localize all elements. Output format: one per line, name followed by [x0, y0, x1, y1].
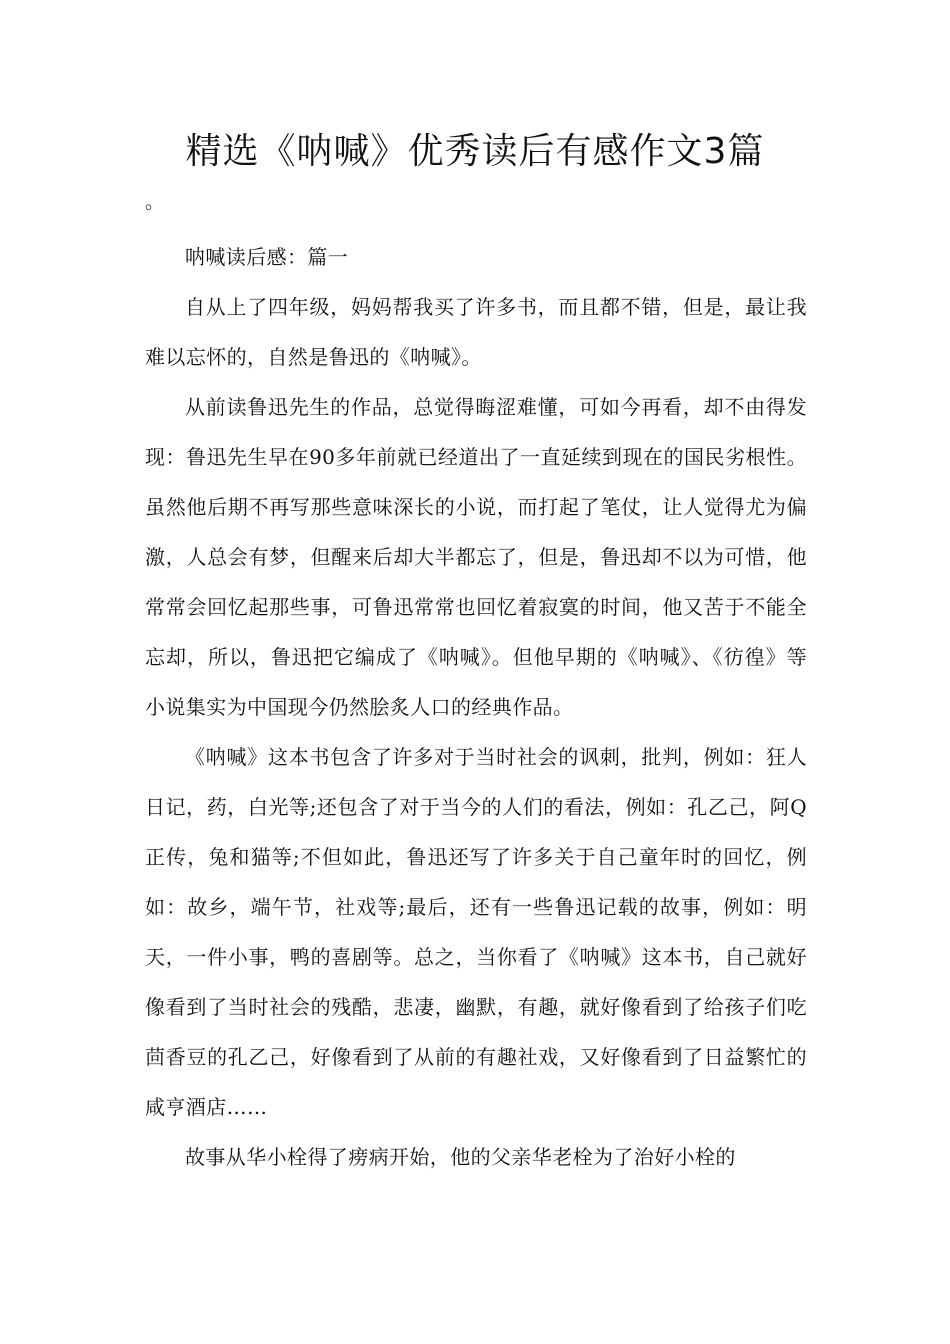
body-paragraph: 从前读鲁迅先生的作品，总觉得晦涩难懂，可如今再看，却不由得发现：鲁迅先生早在90多年前就已经道出了一直延续到现在的国民劣根性。虽然他后期不再写那些意味深长的小说，而打起了笔仗，让人觉得尤为偏激，人总会有梦，但醒来后却大半都忘了，但是，鲁迅却不以为可惜，他常常会回忆起那些事，可鲁迅常常也回忆着寂寞的时间，他又苦于不能全忘却，所以，鲁迅把它编成了《呐喊》。但他早期的《呐喊》、《彷徨》等小说集实为中国现今仍然脍炙人口的经典作品。	[145, 395, 807, 719]
body-paragraph: 自从上了四年级，妈妈帮我买了许多书，而且都不错，但是，最让我难以忘怀的，自然是鲁迅的《呐喊》。	[145, 295, 807, 369]
body-paragraph: 《呐喊》这本书包含了许多对于当时社会的讽刺，批判，例如：狂人日记，药，白光等;还包含了对于当今的人们的看法，例如：孔乙己，阿Q正传，兔和猫等;不但如此，鲁迅还写了许多关于自己童年时的回忆，例如：故乡，端午节，社戏等;最后，还有一些鲁迅记载的故事，例如：明天，一件小事，鸭的喜剧等。总之，当你看了《呐喊》这本书，自己就好像看到了当时社会的残酷，悲凄，幽默，有趣，就好像看到了给孩子们吃茴香豆的孔乙己，好像看到了从前的有趣社戏，又好像看到了日益繁忙的咸亨酒店……	[145, 745, 807, 1119]
document-body	[145, 232, 807, 1182]
body-paragraph: 故事从华小栓得了痨病开始，他的父亲华老栓为了治好小栓的	[185, 1145, 736, 1169]
document-title: 精选《呐喊》优秀读后有感作文3篇	[185, 131, 765, 172]
leading-punctuation: 。	[145, 191, 165, 213]
section-heading: 呐喊读后感：篇一	[185, 245, 349, 269]
